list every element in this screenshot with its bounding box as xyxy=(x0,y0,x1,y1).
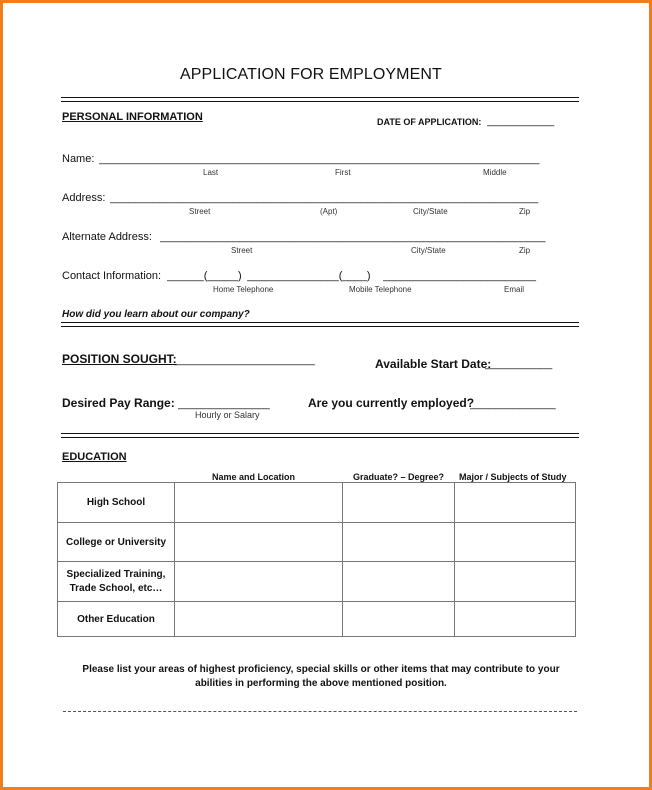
date-of-application-field[interactable]: ___________ xyxy=(487,115,555,127)
alt-address-sub-zip: Zip xyxy=(519,246,531,255)
table-row xyxy=(58,483,576,523)
column-header-major: Major / Subjects of Study xyxy=(459,472,567,482)
desired-pay-range-label: Desired Pay Range: xyxy=(62,396,175,410)
date-of-application-label: DATE OF APPLICATION: xyxy=(377,117,482,127)
cell-graduate-degree[interactable] xyxy=(343,602,455,637)
currently-employed-field[interactable]: ______________ xyxy=(470,398,556,410)
cell-name-location[interactable] xyxy=(175,483,343,523)
cell-major[interactable] xyxy=(455,562,576,602)
available-start-date-label: Available Start Date: xyxy=(375,357,492,371)
contact-sub-email: Email xyxy=(504,285,525,294)
form-title: APPLICATION FOR EMPLOYMENT xyxy=(180,66,442,83)
skills-prompt-line-1: Please list your areas of highest proficiency, special skills or other items that may contribute to your xyxy=(82,664,560,675)
education-table xyxy=(57,482,576,637)
skills-prompt xyxy=(61,663,581,691)
name-sub-first: First xyxy=(335,168,351,177)
address-label: Address: xyxy=(62,192,106,204)
desired-pay-range-field[interactable]: _______________ xyxy=(178,398,270,410)
divider xyxy=(61,437,579,438)
skills-prompt-line-2: abilities in performing the above mentioned position. xyxy=(195,678,447,689)
learn-about-company-question: How did you learn about our company? xyxy=(62,309,250,320)
row-label-college-university: College or University xyxy=(58,523,175,562)
skills-answer-line[interactable] xyxy=(63,711,577,712)
cell-name-location[interactable] xyxy=(175,523,343,562)
row-label-other-education: Other Education xyxy=(58,602,175,637)
alternate-address-label: Alternate Address: xyxy=(62,231,152,243)
contact-sub-mobile-telephone: Mobile Telephone xyxy=(349,285,412,294)
pay-sub-hourly-or-salary: Hourly or Salary xyxy=(195,410,260,420)
cell-major[interactable] xyxy=(455,483,576,523)
divider xyxy=(61,101,579,102)
cell-graduate-degree[interactable] xyxy=(343,562,455,602)
home-telephone-field[interactable]: ______(_____) xyxy=(167,270,242,282)
contact-sub-home-telephone: Home Telephone xyxy=(213,285,274,294)
cell-graduate-degree[interactable] xyxy=(343,483,455,523)
cell-major[interactable] xyxy=(455,602,576,637)
address-sub-city-state: City/State xyxy=(413,207,448,216)
currently-employed-label: Are you currently employed? xyxy=(308,396,475,410)
position-sought-field[interactable]: _______________________ xyxy=(174,354,315,366)
divider xyxy=(61,433,579,434)
divider xyxy=(61,322,579,323)
cell-major[interactable] xyxy=(455,523,576,562)
divider xyxy=(61,97,579,98)
row-label-high-school: High School xyxy=(58,483,175,523)
cell-name-location[interactable] xyxy=(175,602,343,637)
address-field[interactable]: ______________________________________________________________________ xyxy=(110,192,539,204)
name-sub-middle: Middle xyxy=(483,168,507,177)
alt-address-sub-city-state: City/State xyxy=(411,246,446,255)
section-education: EDUCATION xyxy=(62,451,127,463)
mobile-telephone-field[interactable]: _______________(____) xyxy=(247,270,371,282)
alternate-address-field[interactable]: _______________________________________________________________ xyxy=(160,231,546,243)
row-label-specialized-training: Specialized Training, Trade School, etc… xyxy=(58,562,175,602)
divider xyxy=(61,326,579,327)
cell-name-location[interactable] xyxy=(175,562,343,602)
alt-address-sub-street: Street xyxy=(231,246,253,255)
table-row xyxy=(58,602,576,637)
column-header-graduate-degree: Graduate? – Degree? xyxy=(353,472,445,482)
section-personal-information: PERSONAL INFORMATION xyxy=(62,111,203,123)
email-field[interactable]: _________________________ xyxy=(383,270,536,282)
address-sub-street: Street xyxy=(189,207,211,216)
table-row xyxy=(58,562,576,602)
contact-information-label: Contact Information: xyxy=(62,270,162,282)
available-start-date-field[interactable]: ___________ xyxy=(485,358,553,370)
cell-graduate-degree[interactable] xyxy=(343,523,455,562)
column-header-name-location: Name and Location xyxy=(212,472,296,482)
address-sub-zip: Zip xyxy=(519,207,531,216)
name-label: Name: xyxy=(62,153,95,165)
address-sub-apt: (Apt) xyxy=(320,207,338,216)
position-sought-label: POSITION SOUGHT: xyxy=(62,352,177,366)
table-row xyxy=(58,523,576,562)
name-sub-last: Last xyxy=(203,168,219,177)
name-field[interactable]: ________________________________________________________________________ xyxy=(99,153,540,165)
